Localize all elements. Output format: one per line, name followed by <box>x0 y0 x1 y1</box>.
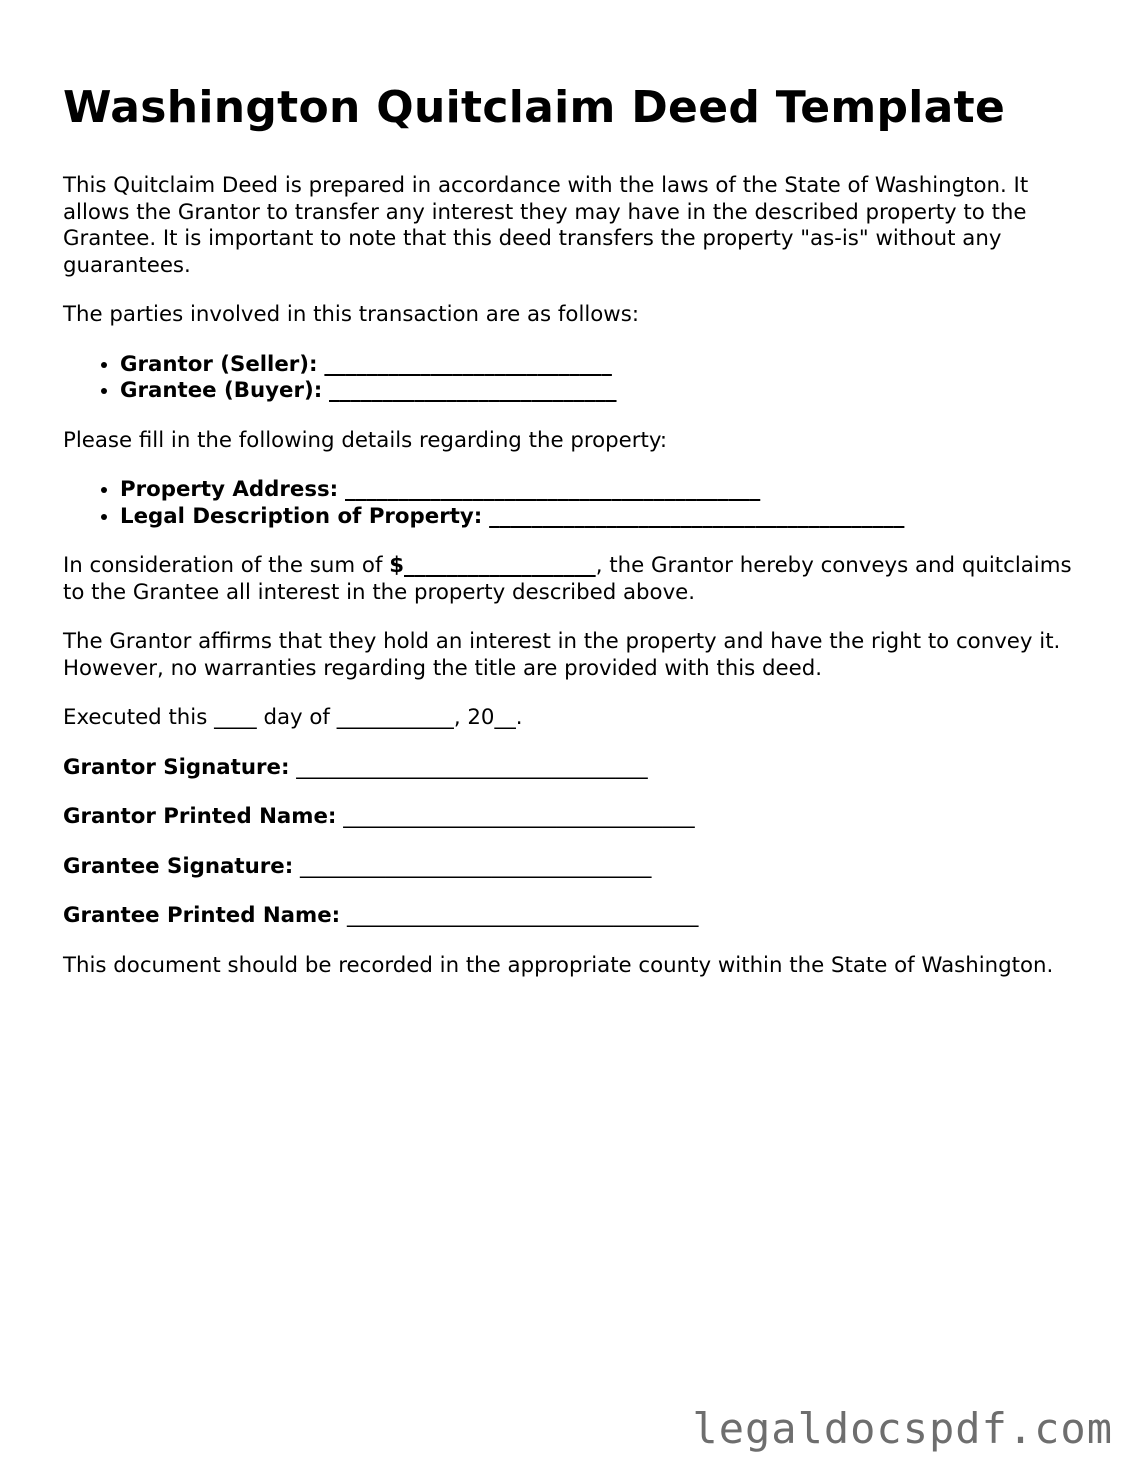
affirmation-paragraph: The Grantor affirms that they hold an interest in the property and have the right to convey it. However, no warranties regarding the title are provided with this deed. <box>63 629 1061 681</box>
property-list <box>63 477 1093 530</box>
property-intro: Please fill in the following details regarding the property: <box>63 427 668 453</box>
list-item <box>120 378 1093 405</box>
grantor-signature-line <box>63 755 1093 782</box>
list-item <box>120 504 1093 531</box>
watermark: legaldocspdf.com <box>692 1404 1113 1453</box>
grantee-printed-name-blank: _________________________________ <box>346 903 699 928</box>
recording-note: This document should be recorded in the appropriate county within the State of Washington. <box>63 952 1054 978</box>
grantor-printed-name-label: Grantor Printed Name: <box>63 804 337 829</box>
grantee-signature-line <box>63 854 1093 881</box>
document-page <box>63 82 1093 1002</box>
grantee-signature-blank: _________________________________ <box>300 853 652 879</box>
grantor-signature-blank: _________________________________ <box>296 754 648 780</box>
consideration-paragraph <box>63 553 1093 606</box>
property-address-blank: _______________________________________ <box>344 477 761 502</box>
legal-description-blank: _______________________________________ <box>489 503 905 529</box>
consideration-before: In consideration of the sum of <box>63 553 390 578</box>
legal-description-label: Legal Description of Property: <box>120 503 483 529</box>
property-address-label: Property Address: <box>120 477 339 502</box>
list-item <box>120 477 1093 504</box>
intro-paragraph: This Quitclaim Deed is prepared in accordance with the laws of the State of Washington. It allows the Grantor to transfer any interest they may have in the described property to the Grantee. It is important to note that this deed transfers the property "as-is" without any guarantees. <box>63 173 1029 278</box>
parties-intro: The parties involved in this transaction are as follows: <box>63 302 639 327</box>
grantee-buyer-blank: ___________________________ <box>329 378 617 403</box>
consideration-after: , the Grantor hereby conveys and quitclaims to the Grantee all interest in the property described above. <box>63 553 1072 605</box>
grantee-buyer-label: Grantee (Buyer): <box>120 378 323 403</box>
executed-line: Executed this ____ day of ___________, 20__. <box>63 705 523 730</box>
grantor-printed-name-line <box>63 804 1093 831</box>
document-title: Washington Quitclaim Deed Template <box>63 82 1006 133</box>
grantee-signature-label: Grantee Signature: <box>63 853 294 879</box>
grantor-signature-label: Grantor Signature: <box>63 754 290 780</box>
list-item <box>120 352 1093 379</box>
grantor-seller-label: Grantor (Seller): <box>120 351 318 377</box>
grantee-printed-name-line <box>63 903 1093 930</box>
parties-list <box>63 352 1093 405</box>
grantee-printed-name-label: Grantee Printed Name: <box>63 903 341 928</box>
grantor-seller-blank: ___________________________ <box>324 351 612 377</box>
consideration-amount-blank: $__________________ <box>389 553 596 578</box>
grantor-printed-name-blank: _________________________________ <box>343 804 695 829</box>
